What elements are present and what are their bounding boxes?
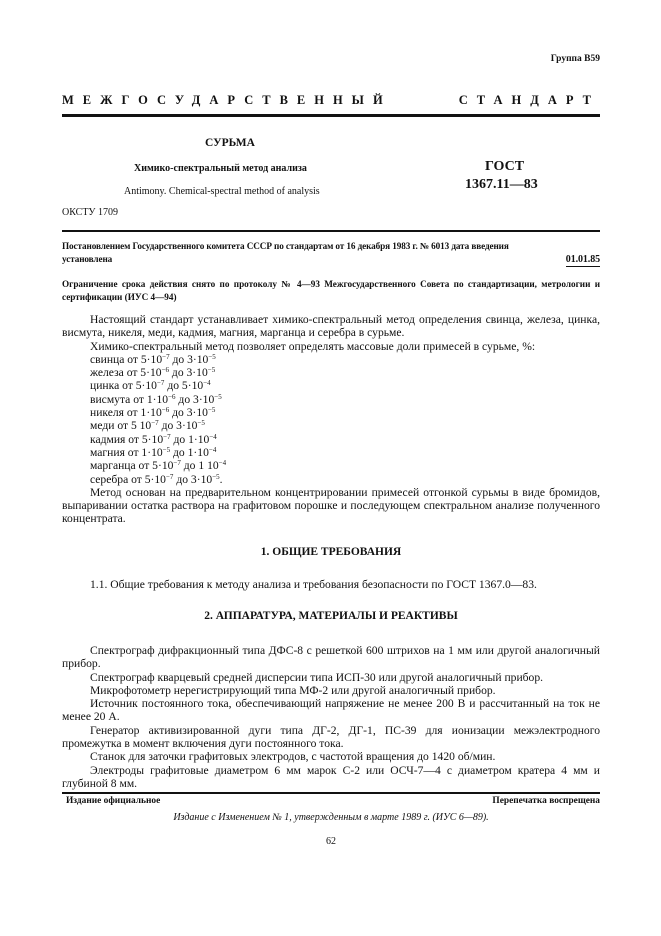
- gost-number: 1367.11—83: [465, 177, 538, 192]
- exponent: −7: [156, 379, 165, 388]
- official-edition-label: Издание официальное: [66, 796, 161, 806]
- exponent: −5: [207, 406, 216, 415]
- exponent: −5: [208, 352, 216, 361]
- reprint-prohibited-label: Перепечатка воспрещена: [492, 796, 600, 806]
- range-text: до 3·10: [169, 352, 209, 366]
- banner-title: [62, 93, 600, 108]
- intro-paragraph: Настоящий стандарт устанавливает химико-спектральный метод определения свинца, железа, цинка, висмута, никеля, меди, кадмия, магния, марганца и серебра в сурьме.: [62, 313, 600, 340]
- section-1-paragraph: 1.1. Общие требования к методу анализа и требования безопасности по ГОСТ 1367.0—83.: [90, 578, 537, 591]
- section-2-body: [62, 644, 600, 790]
- exponent: −5: [212, 472, 220, 481]
- exponent: −7: [173, 459, 181, 468]
- range-text: висмута от 1·10: [90, 392, 169, 406]
- range-text: до 5·10: [164, 379, 204, 393]
- intro: [62, 313, 600, 526]
- equipment-item: Электроды графитовые диаметром 6 мм марок С-2 или ОСЧ-7—4 с диаметром кратера 4 мм и глубиной 8 мм.: [62, 763, 600, 790]
- impurity-range-item: [62, 379, 600, 392]
- equipment-item: Генератор активизированной дуги типа ДГ-2, ДГ-1, ПС-39 для ионизации межэлектродного промежутка в момент включения дуги постоянного тока.: [62, 723, 600, 751]
- equipment-item: Микрофотометр нерегистрирующий типа МФ-2 или другой аналогичный прибор.: [90, 683, 496, 697]
- decree-line-2: установлена: [62, 254, 113, 264]
- exponent: −5: [162, 445, 171, 454]
- exponent: −6: [161, 406, 170, 415]
- decree-text: [62, 240, 600, 267]
- range-text: цинка от 5·10: [90, 379, 157, 393]
- impurity-range-item: [62, 393, 600, 406]
- exponent: −5: [207, 366, 216, 375]
- exponent: −6: [161, 366, 170, 375]
- range-text: до 3·10: [169, 406, 208, 420]
- impurity-range-item: [62, 473, 600, 486]
- range-text: до 3·10: [173, 472, 213, 486]
- banner-left: МЕЖГОСУДАРСТВЕННЫЙ: [62, 93, 392, 107]
- standard-subtitle: Химико-спектральный метод анализа: [134, 163, 307, 174]
- range-text: свинца от 5·10: [90, 352, 163, 366]
- exponent: −7: [151, 419, 159, 428]
- intro-paragraph: Химико-спектральный метод позволяет определять массовые доли примесей в сурьме, %:: [90, 339, 536, 353]
- range-text: до 3·10: [158, 419, 198, 433]
- equipment-item: Источник постоянного тока, обеспечивающий напряжение не менее 200 В и рассчитанный на ток не менее 20 А.: [62, 697, 600, 724]
- header-rule: [62, 230, 600, 232]
- equipment-item: Спектрограф кварцевый средней дисперсии типа ИСП-30 или другой аналогичный прибор.: [90, 670, 544, 684]
- effective-date: 01.01.85: [565, 254, 600, 265]
- exponent: −7: [165, 472, 174, 481]
- group-code: Группа В59: [550, 54, 600, 64]
- equipment-item: Спектрограф дифракционный типа ДФС-8 с решеткой 600 штрихов на 1 мм или другой аналогичный прибор.: [62, 644, 600, 671]
- range-text: до 3·10: [175, 392, 215, 406]
- impurity-range-item: [62, 353, 600, 366]
- range-text: до 1·10: [170, 445, 209, 459]
- exponent: −4: [203, 379, 211, 388]
- standard-name: СУРЬМА: [205, 137, 255, 149]
- impurity-range-item: [62, 446, 600, 459]
- exponent: −5: [197, 419, 205, 428]
- impurity-range-item: [62, 366, 600, 379]
- range-text: меди от 5 10: [90, 419, 152, 433]
- exponent: −7: [163, 432, 171, 441]
- banner-right: СТАНДАРТ: [458, 93, 600, 107]
- range-text: магния от 1·10: [90, 445, 163, 459]
- decree-line-1: Постановлением Государственного комитета СССР по стандартам от 16 декабря 1983 г. № 6013 дата введения: [62, 241, 509, 251]
- range-text: серебра от 5·10: [90, 472, 166, 486]
- limitation-note: Ограничение срока действия снято по протоколу № 4—93 Межгосударственного Совета по стандартизации, метрологии и сертификации (ИУС 4—94): [62, 279, 600, 302]
- range-text: никеля от 1·10: [90, 406, 162, 420]
- exponent: −4: [218, 459, 227, 468]
- range-text: марганца от 5·10: [90, 459, 174, 473]
- banner-rule: [62, 114, 600, 117]
- page-number: 62: [326, 836, 336, 847]
- standard-english-title: Antimony. Chemical-spectral method of analysis: [124, 186, 320, 197]
- impurity-range-item: [62, 406, 600, 419]
- range-text: до 1·10: [170, 432, 210, 446]
- okstu-code: ОКСТУ 1709: [62, 207, 119, 218]
- exponent: −5: [214, 392, 222, 401]
- range-text: до 3·10: [169, 366, 208, 380]
- equipment-item: Станок для заточки графитовых электродов, с частотой вращения до 1420 об/мин.: [90, 750, 496, 764]
- range-text: кадмия от 5·10: [90, 432, 164, 446]
- gost-label: ГОСТ: [485, 159, 525, 174]
- impurity-ranges-list: [62, 353, 600, 486]
- range-text: .: [219, 472, 223, 486]
- range-text: до 1 10: [180, 459, 219, 473]
- exponent: −4: [208, 445, 217, 454]
- footer-rule: [62, 792, 600, 794]
- exponent: −4: [209, 432, 217, 441]
- amendment-note: Издание с Изменением № 1, утвержденным в марте 1989 г. (ИУС 6—89).: [173, 812, 489, 823]
- section-2-heading: 2. АППАРАТУРА, МАТЕРИАЛЫ И РЕАКТИВЫ: [204, 610, 458, 622]
- range-text: железа от 5·10: [90, 366, 162, 380]
- impurity-range-item: [62, 433, 600, 446]
- impurity-range-item: [62, 419, 600, 432]
- impurity-range-item: [62, 459, 600, 472]
- intro-paragraph: Метод основан на предварительном концентрировании примесей отгонкой сурьмы в виде бромидов, выпаривании остатка раствора на графитовом порошке и последующем спектральном анализе полученного концентрата.: [62, 485, 600, 526]
- exponent: −7: [162, 352, 170, 361]
- exponent: −6: [168, 392, 176, 401]
- section-1-heading: 1. ОБЩИЕ ТРЕБОВАНИЯ: [260, 546, 402, 558]
